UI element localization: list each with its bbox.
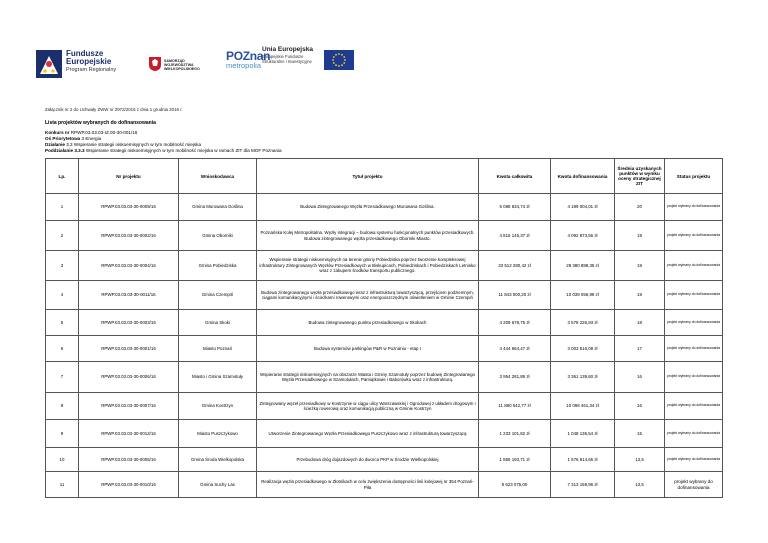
table-row <box>46 336 723 362</box>
cell-lp: 5 <box>46 310 79 336</box>
header-punkty: Średnia uzyskanych punktów w wyniku oceny strategicznej ZIT <box>615 159 665 194</box>
cell-lp: 4 <box>46 281 79 310</box>
eu-funds-wordmark <box>66 50 116 74</box>
cell-status: projekt wybrany do dofinansowania <box>665 393 723 420</box>
cell-tytul: Budowa zintegrowanego węzła przesiadkowego wraz z infrastrukturą towarzyszącą, przejściem podziemnym, ciągami komunikacyjnymi i ścieżkami rowerowymi oraz energooszczędnym oświetleniem w Gminie Czempiń <box>257 281 479 310</box>
cell-nr: RPWP.03.03.03-30-0009/16 <box>79 194 179 221</box>
region-line1: SAMORZĄD WOJEWÓDZTWA <box>164 59 194 68</box>
cell-kwota: 4 444 664,47 zł <box>479 336 551 362</box>
cell-tytul: Budowa systemów parkingów P&R w Poznaniu - etap I <box>257 336 479 362</box>
cell-kwota: 1 855 193,71 zł <box>479 448 551 472</box>
cell-kwota: 33 512 280,42 zł <box>479 251 551 281</box>
cell-wnioskodawca: Miasto Puszczykowo <box>179 420 257 448</box>
cell-nr: RPWP.03.03.03-30-0002/16 <box>79 221 179 251</box>
cell-wnioskodawca: Gmina Skoki <box>179 310 257 336</box>
cell-nr: RPWP.03.03.03-30-0010/16 <box>79 472 179 498</box>
header-lp: Lp. <box>46 159 79 194</box>
meta-konkurs-value: RPWP.03.03.03-IZ.00-30-001/16 <box>70 130 138 135</box>
cell-dofinansowanie: 10 098 461,34 zł <box>551 393 615 420</box>
cell-lp: 8 <box>46 393 79 420</box>
table-row <box>46 194 723 221</box>
cell-wnioskodawca: Gmina Czempiń <box>179 281 257 310</box>
poznan-wordmark: POZnan <box>226 49 271 63</box>
header-wnioskodawca: Wnioskodawca <box>179 159 257 194</box>
eu-funds-line2: Europejskie <box>66 57 112 66</box>
cell-status: projekt wybrany do dofinansowania <box>665 281 723 310</box>
eu-funds-logo <box>36 50 140 80</box>
cell-tytul: Poznańska Kolej Metropolitalna. Węzły integracji – budowa systemu funkcjonalnych punktów przesiadkowych. Budowa zintegrowanego węzła przesiadkowego Oborniki Miasto. <box>257 221 479 251</box>
competition-meta <box>45 130 282 154</box>
eu-subtitle-line1: Europejskie Fundusze <box>262 54 304 59</box>
cell-status: projekt wybrany do dofinansowania <box>665 251 723 281</box>
meta-konkurs-label: Konkurs nr <box>45 130 70 135</box>
cell-wnioskodawca: Gmina Oborniki <box>179 221 257 251</box>
table-row <box>46 420 723 448</box>
cell-punkty: 17 <box>615 336 665 362</box>
cell-kwota: 9 623 075,00 <box>479 472 551 498</box>
cell-status: projekt wybrany do dofinansowania <box>665 362 723 393</box>
region-logo <box>148 54 210 76</box>
cell-dofinansowanie: 7 313 159,96 zł <box>551 472 615 498</box>
meta-os-label: Oś Priorytetowa <box>45 136 81 141</box>
list-title: Lista projektów wybranych do dofinansowania <box>45 120 156 126</box>
table-row <box>46 393 723 420</box>
cell-punkty: 13,5 <box>615 472 665 498</box>
cell-wnioskodawca: Gmina Środa Wielkopolska <box>179 448 257 472</box>
cell-lp: 7 <box>46 362 79 393</box>
cell-tytul: Wspieranie strategii niskoemisyjnych na terenie gminy Pobiedziska poprzez tworzenie kompleksowej infrastruktury Zintegrowanych Węzłów Przesiadkowych w Biskupicach, Pobiedziskach i Pobiedziskach Letnisko wraz z zakupem środków transportu publicznego. <box>257 251 479 281</box>
cell-kwota: 3 954 281,89 zł <box>479 362 551 393</box>
cell-kwota: 4 209 678,75 zł <box>479 310 551 336</box>
meta-poddzialanie-value: Wspieranie strategii niskoemisyjnych w tym mobilność miejska w ramach ZIT dla MOF Poznania <box>85 148 282 153</box>
cell-nr: RPWP.03.03.03-30-0012/16 <box>79 420 179 448</box>
cell-punkty: 16 <box>615 362 665 393</box>
cell-tytul: Przebudowa dróg dojazdowych do dworca PKP w Środzie Wielkopolskiej <box>257 448 479 472</box>
cell-status: projekt wybrany do dofinansowania <box>665 472 723 498</box>
meta-poddzialanie-label: Poddziałanie 3.3.3 <box>45 148 85 153</box>
logo-bar <box>36 46 356 82</box>
cell-lp: 1 <box>46 194 79 221</box>
cell-kwota: 11 843 000,20 zł <box>479 281 551 310</box>
cell-dofinansowanie: 3 578 226,93 zł <box>551 310 615 336</box>
meta-poddzialanie <box>45 148 282 154</box>
cell-lp: 10 <box>46 448 79 472</box>
cell-wnioskodawca: Miasto i Gmina Szamotuły <box>179 362 257 393</box>
cell-wnioskodawca: Gmina Murowana Goślina <box>179 194 257 221</box>
table-row <box>46 310 723 336</box>
cell-nr: RPWP.03.03.03-30-0011/16 <box>79 281 179 310</box>
cell-kwota: 1 233 101,82 zł <box>479 420 551 448</box>
cell-nr: RPWP.03.03.03-30-0007/16 <box>79 393 179 420</box>
cell-wnioskodawca: Gmina Kostrzyn <box>179 393 257 420</box>
header-status: Status projektu <box>665 159 723 194</box>
cell-status: projekt wybrany do dofinansowania <box>665 420 723 448</box>
poznan-subtitle: metropolia <box>226 61 262 70</box>
cell-nr: RPWP.03.03.03-30-0004/16 <box>79 251 179 281</box>
annex-note: Załącznik nr 2 do Uchwały ZWW nr 2972/2016 z dnia 1 grudnia 2016 r. <box>45 107 183 112</box>
cell-dofinansowanie: 28 380 888,35 zł <box>551 251 615 281</box>
cell-lp: 3 <box>46 251 79 281</box>
cell-tytul: Budowa Zintegrowanego Węzła Przesiadkowego Murowana Goślina. <box>257 194 479 221</box>
cell-lp: 2 <box>46 221 79 251</box>
cell-tytul: Zintegrowany węzeł przesiadkowy w Kostrzynie w ciągu ulicy Warszawskiej i Ogrodowej z układem drogowym i ścieżką rowerową oraz komunikacją publiczną w Gminie Kostrzyn <box>257 393 479 420</box>
cell-wnioskodawca: Miasto Poznań <box>179 336 257 362</box>
eu-subtitle-line2: Strukturalne i Inwestycyjne <box>262 59 312 64</box>
cell-dofinansowanie: 10 039 056,99 zł <box>551 281 615 310</box>
cell-wnioskodawca: Gmina Suchy Las <box>179 472 257 498</box>
table-header-row <box>46 159 723 194</box>
eu-title: Unia Europejska <box>262 46 313 53</box>
cell-tytul: Utworzenie Zintegrowanego Węzła Przesiadkowego Puszczykowo wraz z infrastrukturą towarzyszącą <box>257 420 479 448</box>
cell-tytul: Budowa zintegrowanego punktu przesiadkowego w Skokach <box>257 310 479 336</box>
cell-kwota: 4 815 145,37 zł <box>479 221 551 251</box>
cell-nr: RPWP.03.03.03-30-0005/16 <box>79 448 179 472</box>
cell-kwota: 11 880 542,77 zł <box>479 393 551 420</box>
header-dofinansowanie: Kwota dofinansowania <box>551 159 615 194</box>
cell-lp: 6 <box>46 336 79 362</box>
cell-dofinansowanie: 4 092 873,56 zł <box>551 221 615 251</box>
cell-dofinansowanie: 3 003 516,09 zł <box>551 336 615 362</box>
eu-logo <box>262 46 358 82</box>
cell-punkty: 16 <box>615 393 665 420</box>
header-nr-projektu: Nr projektu <box>79 159 179 194</box>
cell-punkty: 13,5 <box>615 448 665 472</box>
cell-tytul: Realizacja węzła przesiadkowego w Złotnikach w celu zwiększenia dostępności linii kolejowej nr 354 Poznań-Piła <box>257 472 479 498</box>
cell-lp: 11 <box>46 472 79 498</box>
header-tytul: Tytuł projektu <box>257 159 479 194</box>
region-coat-of-arms-icon <box>148 56 162 72</box>
table-row <box>46 281 723 310</box>
region-line2: WIELKOPOLSKIEGO <box>164 67 200 72</box>
cell-dofinansowanie: 1 576 914,65 zł <box>551 448 615 472</box>
table-row <box>46 472 723 498</box>
eu-funds-mark-icon <box>36 50 62 78</box>
eu-funds-line1: Fundusze <box>66 49 104 58</box>
eu-funds-line3: Program Regionalny <box>66 67 117 73</box>
cell-dofinansowanie: 4 199 004,01 zł <box>551 194 615 221</box>
meta-os-value: 3 Energia <box>81 136 102 141</box>
cell-lp: 9 <box>46 420 79 448</box>
projects-table <box>45 158 723 498</box>
meta-dzialanie-label: Działanie <box>45 142 65 147</box>
cell-dofinansowanie: 3 361 139,60 zł <box>551 362 615 393</box>
cell-status: projekt wybrany do dofinansowania <box>665 448 723 472</box>
cell-punkty: 19 <box>615 281 665 310</box>
cell-nr: RPWP.03.03.03-30-0001/16 <box>79 336 179 362</box>
table-row <box>46 251 723 281</box>
cell-punkty: 15 <box>615 420 665 448</box>
cell-dofinansowanie: 1 048 136,54 zł <box>551 420 615 448</box>
cell-punkty: 18 <box>615 310 665 336</box>
table-row <box>46 448 723 472</box>
cell-nr: RPWP.03.03.03-30-0003/16 <box>79 310 179 336</box>
cell-punkty: 19 <box>615 251 665 281</box>
table-row <box>46 221 723 251</box>
region-wordmark <box>164 59 210 72</box>
cell-wnioskodawca: Gmina Pobiedziska <box>179 251 257 281</box>
table-row <box>46 362 723 393</box>
cell-status: projekt wybrany do dofinansowania <box>665 336 723 362</box>
cell-status: projekt wybrany do dofinansowania <box>665 194 723 221</box>
eu-subtitle <box>262 54 312 64</box>
cell-status: projekt wybrany do dofinansowania <box>665 310 723 336</box>
cell-punkty: 20 <box>615 194 665 221</box>
cell-tytul: Wspieranie strategii niskoemisyjnych na obszarze Miasta i Gminy Szamotuły poprzez budowę Zintegrowanego Węzła Przesiadkowego w Szamotułach, Pamiątkowie i Baborówku wraz z infrastrukturą. <box>257 362 479 393</box>
cell-nr: RPWP.03.03.03-30-0006/16 <box>79 362 179 393</box>
meta-dzialanie-value: 3.3 Wspieranie strategii niskoemisyjnych w tym mobilność miejska <box>66 142 201 147</box>
cell-status: projekt wybrany do dofinansowania <box>665 221 723 251</box>
cell-punkty: 19 <box>615 221 665 251</box>
cell-kwota: 5 088 834,74 zł <box>479 194 551 221</box>
eu-flag-icon <box>324 50 354 70</box>
header-kwota: Kwota całkowita <box>479 159 551 194</box>
